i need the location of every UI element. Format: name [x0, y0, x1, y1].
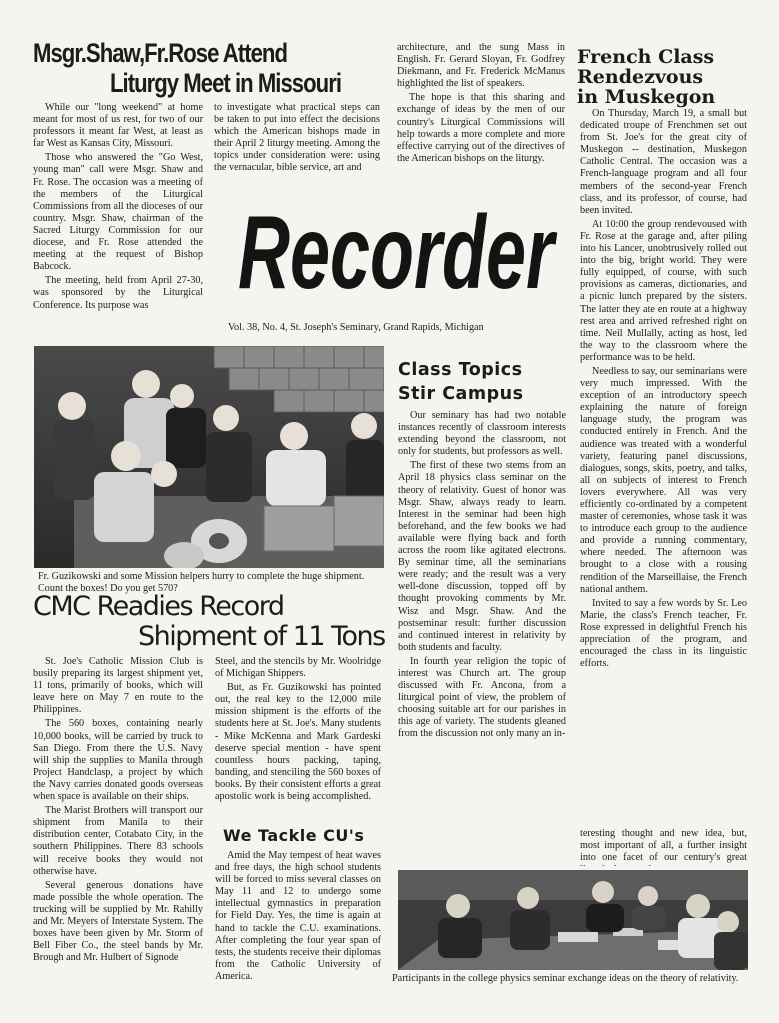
class-topics-continued [580, 828, 747, 866]
mission-photo-caption: Fr. Guzikowski and some Mission helpers hurry to complete the huge shipment. Count the boxes! Do you get 570? [38, 571, 365, 594]
masthead-title [232, 196, 562, 302]
masthead-title-text: Recorder [238, 196, 558, 302]
mission-photo-image [34, 346, 384, 568]
liturgy-column-3 [397, 42, 565, 192]
french-headline-line-3: in Muskegon [577, 86, 716, 108]
cmc-paragraph: But, as Fr. Guzikowski has pointed out, the real key to the 12,000 mile mission shipment is the efforts of the students here at St. Joe's. Many students - Mike McKenna and Mark Gardeski deserve special mention - have spent countless hours packing, taping, banding, and stenciling the 560 boxes of books. By their consistent efforts a great apostolic work is being accomplished. [215, 682, 381, 803]
cmc-paragraph: Steel, and the stencils by Mr. Woolridge of Michigan Shippers. [215, 656, 381, 680]
cu-headline: We Tackle CU's [223, 826, 365, 845]
french-paragraph: On Thursday, March 19, a small but dedicated troupe of Frenchmen set out from St. Joe's for the great city of Muskegon -- destination, Muskegon Catholic Central. The occasion was a French-language program and all four members of the second-year French class, and its professor, of course, had been invited. [580, 108, 747, 216]
liturgy-paragraph: Those who answered the "Go West, young man" call were Msgr. Shaw and Fr. Rose. The occasion was a meeting of the members of the Liturgical Commissions from all the dioceses of our country. Msgr. Shaw, chairman of the Sacred Liturgy Commission for our diocese, and Fr. Rose attended the meeting at the request of Bishop Babcock. [33, 152, 203, 273]
masthead-info: Vol. 38, No. 4, St. Joseph's Seminary, Grand Rapids, Michigan [228, 322, 484, 333]
french-paragraph: Invited to say a few words by Sr. Leo Marie, the class's French teacher, Fr. Rose expressed in delightful French his appreciation of the program, and encouraged the class in its linguistic efforts. [580, 597, 747, 670]
french-headline-line-2: Rendezvous [577, 66, 704, 88]
class-topics-continued-text: teresting thought and new idea, but, most important of all, a further insight into one facet of our century's great [580, 828, 747, 864]
liturgy-column-2 [214, 102, 380, 194]
physics-photo [398, 870, 748, 970]
cu-article-body [215, 850, 381, 1018]
liturgy-column-1 [33, 102, 203, 334]
liturgy-headline-line-1: Msgr.Shaw,Fr.Rose Attend [33, 38, 288, 68]
liturgy-headline-line-2: Liturgy Meet in Missouri [110, 68, 342, 98]
cmc-paragraph: St. Joe's Catholic Mission Club is busily preparing its largest shipment yet, 11 tons, primarily of books, which will leave here on May 7 en route to the Philippines. [33, 656, 203, 716]
liturgy-paragraph: to investigate what practical steps can be taken to put into effect the decisions which the American bishops made in their April 2 liturgy meeting. Among the topics under consideration were: using the vernacular, bible service, art and [214, 102, 380, 174]
class-topics-headline-line-1: Class Topics [398, 360, 523, 380]
french-paragraph: Needless to say, our seminarians were very much impressed. With the exception of an introductory speech explaining the nature of foreign language study, the program was conducted entirely in French. And the audience was treated with a wonderful variety, featuring panel discussions, dialogues, songs, skits, poetry, and talks, all on subjects of interest to French lovers everywhere. All was very efficiently co-ordinated by a competent master of ceremonies, whose task it was to introduce each group to the audience and provide a running commentary, where needed. The afternoon was brought to a close with a rousing rendition of the Marseillaise, the French national anthem. [580, 365, 747, 595]
physics-photo-image [398, 870, 748, 970]
cmc-paragraph: The 560 boxes, containing nearly 10,000 books, will be carried by truck to San Diego. From there the U.S. Navy will ship the supplies to Manila through Project Handclasp, a project by which the Navy carries donated goods overseas when space is available on their ships. [33, 718, 203, 803]
liturgy-paragraph: The hope is that this sharing and exchange of ideas by the men of our country's Liturgical Commissions will help towards a more complete and more effective carrying out of the directives of the American bishops on the liturgy. [397, 92, 565, 164]
cmc-headline-line-1: CMC Readies Record [33, 591, 284, 622]
liturgy-paragraph: architecture, and the sung Mass in English. Fr. Gerard Sloyan, Fr. Godfrey Diekmann, and Fr. Frederick McManus highlighted the list of speakers. [397, 42, 565, 90]
class-topics-paragraph: In fourth year religion the topic of interest was Church art. The group discussed with Fr. Ancona, from a liturgical point of view, the problem of choosing suitable art for our parishes in this age of variety. The students gleaned from the discussion not only many an in- [398, 655, 566, 740]
class-topics-body [398, 410, 566, 824]
mission-photo [34, 346, 384, 568]
class-topics-paragraph: Our seminary has had two notable instances recently of classroom interests extending beyond the classroom, not only for students, but professors as well. [398, 410, 566, 458]
cmc-paragraph: The Marist Brothers will transport our shipment from Manila to their distribution center, Cotabato City, in the southern Philippines. There 83 schools will receive books they would not otherwise have. [33, 805, 203, 877]
cmc-column-2 [215, 656, 381, 824]
physics-photo-caption: Participants in the college physics seminar exchange ideas on the theory of relativity. [392, 973, 739, 984]
cmc-column-1 [33, 656, 203, 1016]
cmc-paragraph: Several generous donations have made possible the whole operation. The trucking will be supplied by Mr. Rahilly and Mr. Meyers of Interstate System. The boxes have been given by Mr. Storm of Bell Fiber Co., the steel bands by Mr. Brough and Mr. Hulbert of Signode [33, 879, 203, 964]
liturgy-paragraph: While our "long weekend" at home meant for most of us rest, for two of our professors it meant far West, at least as far West as Kansas City, Missouri. [33, 102, 203, 150]
masthead-logo [232, 196, 562, 302]
french-paragraph: At 10:00 the group rendevoused with Fr. Rose at the garage and, after piling into his Lancer, unobtrusively rolled out into the big, bright world. They were fully equipped, of course, with such provisions as cameras, dictionaries, and a picnic lunch prepared by the sisters. The latter they ate en route at a highway rest area and arrived refreshed right on time. Neil Mullally, acting as host, led the way to the classroom where the performance was to be held. [580, 218, 747, 363]
french-article-body [580, 108, 747, 828]
liturgy-paragraph: The meeting, held from April 27-30, was sponsored by the Liturgical Conference. Its purpose was [33, 275, 203, 311]
french-headline-line-1: French Class [577, 46, 715, 68]
cu-paragraph: Amid the May tempest of heat waves and free days, the high school students will be forced to miss several classes on May 11 and 12 to undergo some intellectual gymnastics in preparation for Field Day. Yes, the time is again at hand to tackle the C.U. examinations. After completing the four year span of tests, the students receive their diplomas from the Catholic University of America. [215, 850, 381, 982]
class-topics-headline-line-2: Stir Campus [398, 384, 524, 404]
cmc-headline-line-2: Shipment of 11 Tons [138, 621, 385, 652]
class-topics-paragraph: The first of these two stems from an April 18 physics class seminar on the theory of relativity. Guest of honor was Msgr. Shaw, always ready to learn. Interest in the seminar had been high beforehand, and the few books we had available were flying back and forth across the room like agitated electrons. By seminar time, all the seminarians were ready; and the result was a very well-done discussion, topped off by thought provoking comments by Mr. Wisz and Msgr. Shaw. And the postseminar result: further discussion and continued interest in relativity by both students and faculty. [398, 460, 566, 653]
